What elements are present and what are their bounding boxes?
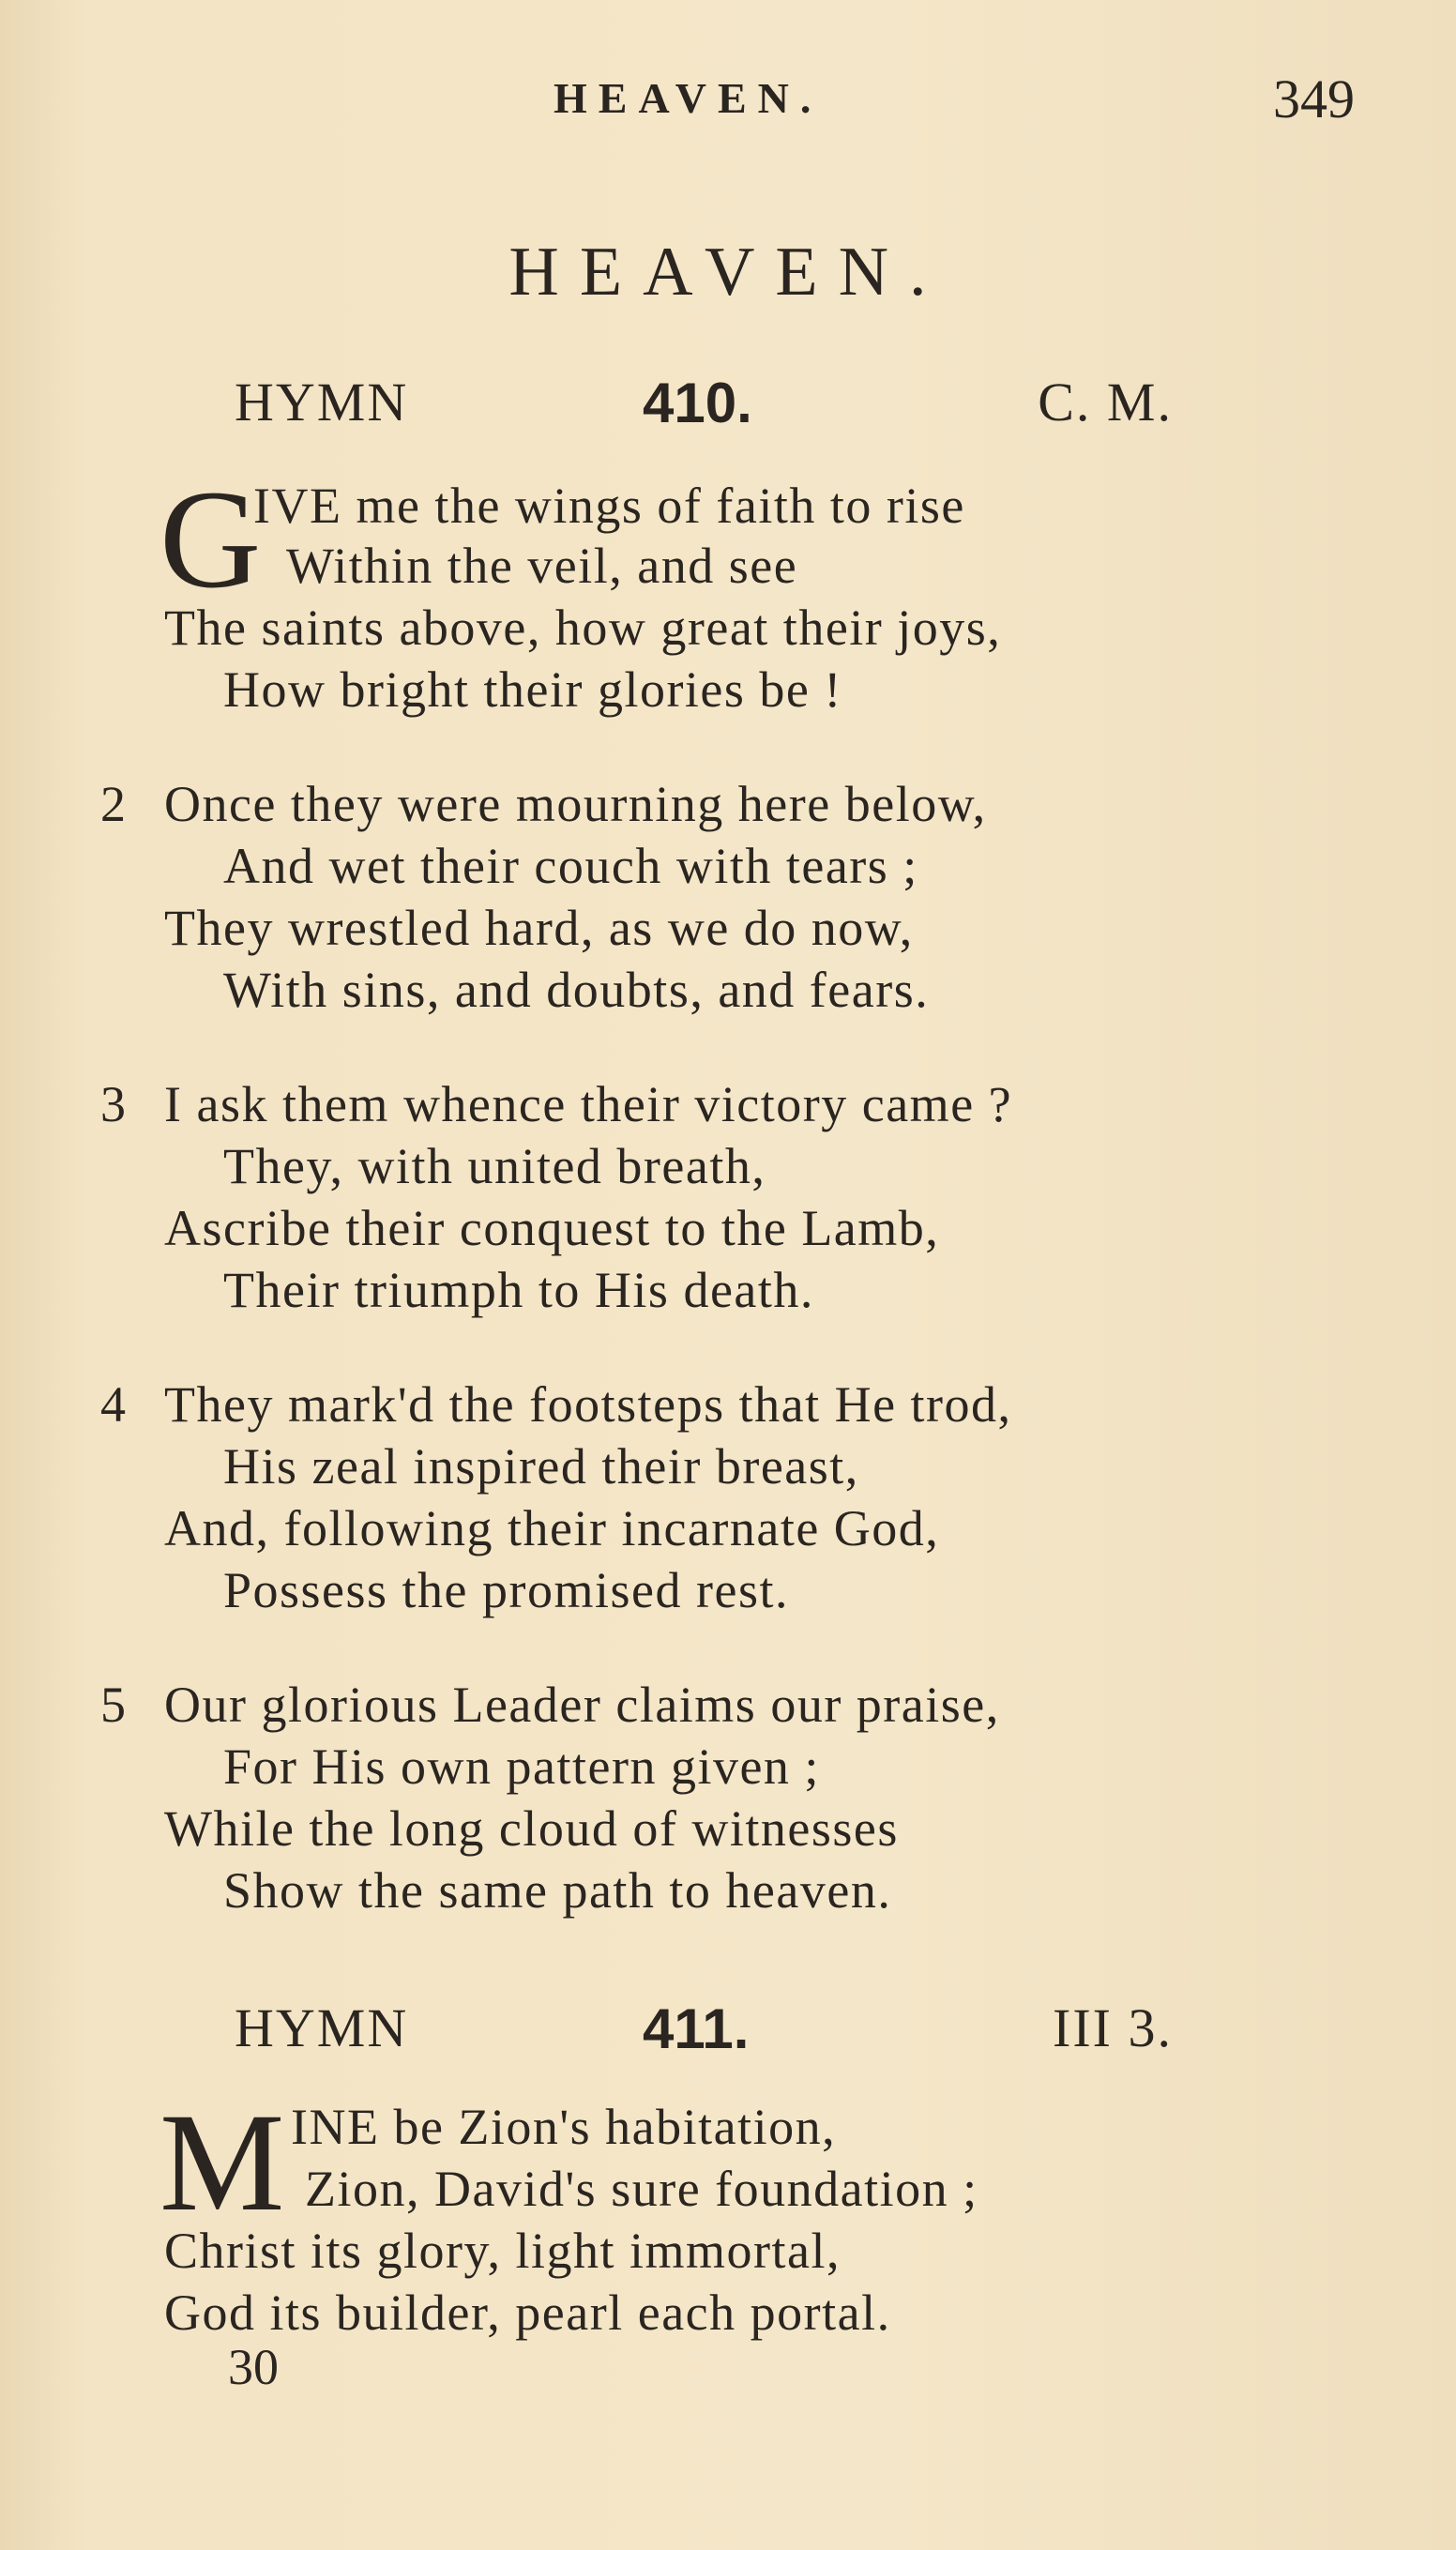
hymn-meter: III 3. [1053, 1997, 1173, 2058]
verse-line: How bright their glories be ! [223, 661, 842, 718]
signature-mark: 30 [228, 2339, 279, 2395]
verse-line: For His own pattern given ; [223, 1738, 820, 1795]
hymn-label: HYMN [235, 372, 409, 433]
verse-line: With sins, and doubts, and fears. [223, 962, 930, 1018]
hymn-410-header [235, 371, 1173, 446]
verse-line: Christ its glory, light immortal, [164, 2223, 841, 2279]
hymn-meter: C. M. [1038, 372, 1173, 433]
running-head [0, 68, 1456, 129]
verse-line: Possess the promised rest. [223, 1562, 789, 1618]
hymn-411-header [235, 1996, 1173, 2072]
verse-line: And wet their couch with tears ; [223, 838, 918, 894]
verse-line: Within the veil, and see [286, 538, 798, 594]
verse-line: I ask them whence their victory came ? [164, 1076, 1013, 1132]
verse-line: The saints above, how great their joys, [164, 600, 1002, 656]
verse-line: Ascribe their conquest to the Lamb, [164, 1200, 940, 1256]
dropcap-g: G [159, 462, 262, 617]
verse-number: 5 [100, 1677, 126, 1733]
hymn-number: 410. [643, 372, 752, 434]
verse-line: They wrestled hard, as we do now, [164, 900, 914, 956]
running-title: HEAVEN. [554, 74, 823, 122]
verse-line: They mark'd the footsteps that He trod, [164, 1376, 1012, 1433]
verse-line: Show the same path to heaven. [223, 1862, 892, 1919]
verse-line: Their triumph to His death. [223, 1262, 814, 1318]
verse-line: Our glorious Leader claims our praise, [164, 1677, 1000, 1733]
section-title: HEAVEN. [508, 234, 948, 311]
verse-line: IVE me the wings of faith to rise [253, 478, 965, 534]
verse-line: Once they were mourning here below, [164, 776, 987, 832]
page-number: 349 [1273, 68, 1355, 129]
dropcap-m: M [159, 2085, 285, 2240]
verse-line: God its builder, pearl each portal. [164, 2284, 891, 2341]
hymn-number: 411. [643, 1997, 750, 2060]
hymn-label: HYMN [235, 1997, 409, 2058]
verse-number: 3 [100, 1076, 126, 1132]
verse-line: While the long cloud of witnesses [164, 1800, 899, 1857]
verse-line: And, following their incarnate God, [164, 1500, 940, 1556]
verse-number: 2 [100, 776, 126, 832]
verse-line: Zion, David's sure foundation ; [305, 2161, 978, 2217]
verse-line: His zeal inspired their breast, [223, 1438, 859, 1495]
verse-number: 4 [100, 1376, 126, 1433]
verse-line: They, with united breath, [223, 1138, 766, 1194]
verse-line: INE be Zion's habitation, [291, 2099, 837, 2155]
